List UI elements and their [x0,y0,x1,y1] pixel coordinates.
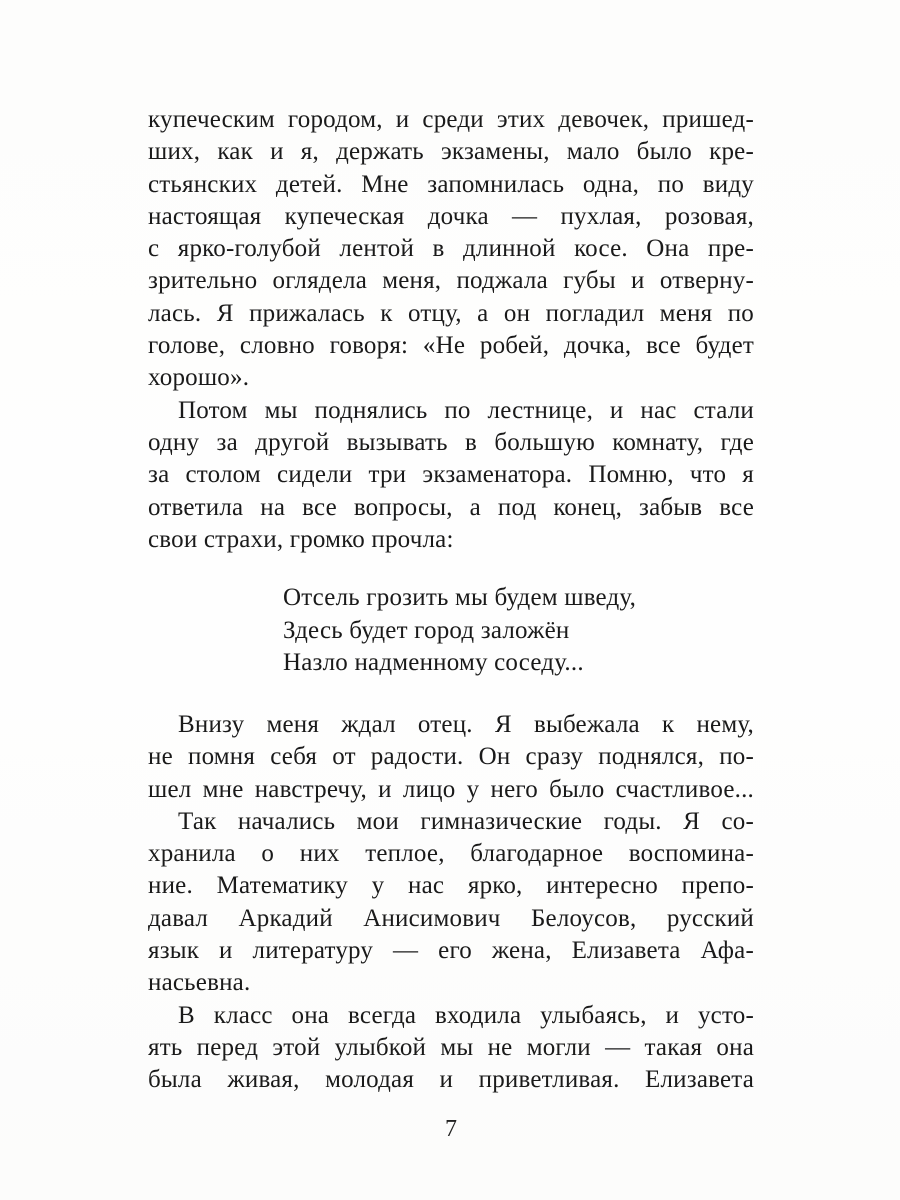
text-line: ответила на все вопросы, а под конец, забыв все [148,493,754,521]
text-line: зрительно оглядела меня, поджала губы и отверну- [148,267,754,295]
text-line: Внизу меня ждал отец. Я выбежала к нему, [178,710,754,738]
text-line: В класс она всегда входила улыбаясь, и усто- [178,1001,754,1029]
text-line: стьянских детей. Мне запомнилась одна, по виду [148,170,754,198]
paragraph [148,709,754,806]
paragraph [148,1000,754,1097]
text-line: насьевна. [148,969,251,997]
text-line: настоящая купеческая дочка — пухлая, розовая, [148,202,754,230]
text-line: шел мне навстречу, и лицо у него было счастливое... [148,775,754,803]
verse-line: Отсель грозить мы будем шведу, [283,584,637,612]
text-line: купеческим городом, и среди этих девочек, пришед- [148,106,754,133]
text-line: с ярко-голубой лентой в длинной косе. Она пре- [148,235,754,263]
page-number: 7 [445,1115,457,1142]
text-line: одну за другой вызывать в большую комнату, где [148,428,754,456]
text-line: Так начались мои гимназические годы. Я со- [178,807,754,835]
paragraph [148,395,754,556]
paragraph [148,806,754,1000]
text-line: голове, словно говоря: «Не робей, дочка, все будет [148,332,754,360]
text-line: за столом сидели три экзаменатора. Помню, что я [148,461,754,489]
text-column [148,104,754,1097]
paragraph [148,104,754,395]
text-line: ших, как и я, держать экзамены, мало было кре- [148,138,754,166]
verse-block [283,582,754,680]
text-line: хранила о них теплое, благодарное воспомина- [148,840,754,868]
verse-line: Назло надменному соседу... [283,649,584,677]
text-line: язык и литературу — его жена, Елизавета Афа- [148,937,754,965]
text-line: была живая, молодая и приветливая. Елизавета [148,1066,754,1094]
text-line: хорошо». [148,364,250,392]
text-line: лась. Я прижалась к отцу, а он погладил меня по [148,299,754,327]
text-line: ние. Математику у нас ярко, интересно препо- [148,872,754,900]
verse-line: Здесь будет город заложён [283,616,570,644]
text-line: свои страхи, громко прочла: [148,525,454,553]
text-line: не помня себя от радости. Он сразу поднялся, по- [148,743,754,771]
text-line: Потом мы поднялись по лестнице, и нас стали [178,396,754,424]
text-line: давал Аркадий Анисимович Белоусов, русский [148,904,754,932]
text-line: ять перед этой улыбкой мы не могли — такая она [148,1033,754,1061]
